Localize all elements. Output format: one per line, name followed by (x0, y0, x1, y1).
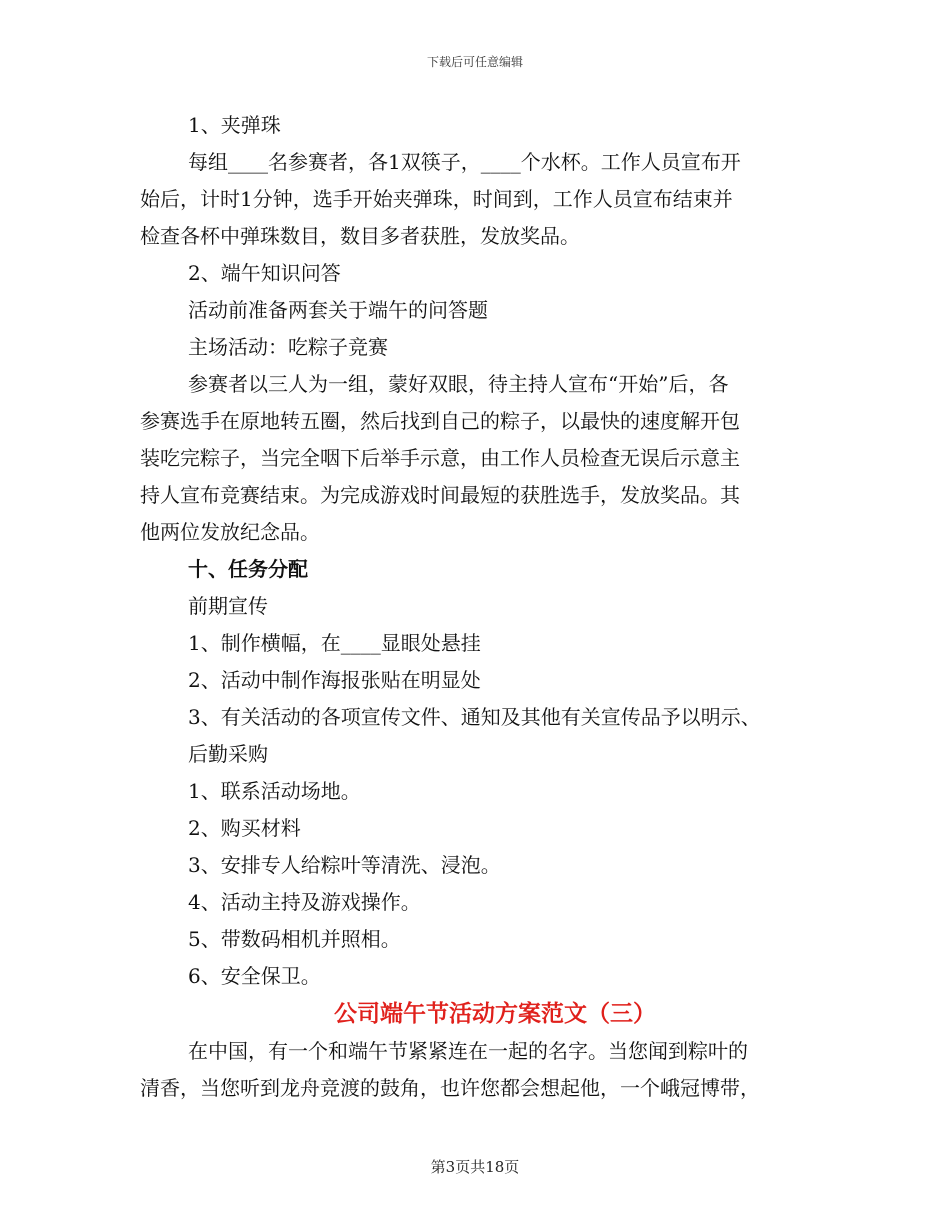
list-item: 2、活动中制作海报张贴在明显处 (188, 668, 481, 692)
subsection-label: 前期宣传 (188, 594, 268, 618)
subsection-label: 后勤采购 (188, 742, 268, 766)
list-item: 3、有关活动的各项宣传文件、通知及其他有关宣传品予以明示、 (188, 705, 761, 729)
paragraph-line: 在中国，有一个和端午节紧紧连在一起的名字。当您闻到粽叶的 (188, 1039, 748, 1063)
page-footer: 第3页共18页 (430, 1158, 520, 1176)
paragraph-line: 清香，当您听到龙舟竞渡的鼓角，也许您都会想起他，一个峨冠博带， (140, 1076, 760, 1100)
paragraph-line: 检查各杯中弹珠数目，数目多者获胜，发放奖品。 (140, 224, 580, 248)
list-item: 4、活动主持及游戏操作。 (188, 890, 421, 914)
paragraph-line: 持人宣布竞赛结束。为完成游戏时间最短的获胜选手，发放奖品。其 (140, 483, 740, 507)
list-item: 1、联系活动场地。 (188, 779, 361, 803)
document-body (140, 107, 810, 1107)
paragraph-line: 活动前准备两套关于端午的问答题 (188, 298, 488, 322)
page-header: 下载后可任意编辑 (426, 55, 523, 69)
list-item: 1、制作横幅，在____显眼处悬挂 (188, 631, 481, 655)
paragraph-line: 主场活动：吃粽子竞赛 (188, 335, 388, 359)
paragraph-line: 参赛者以三人为一组，蒙好双眼，待主持人宣布“开始”后，各 (188, 372, 729, 396)
paragraph-line: 他两位发放纪念品。 (140, 520, 320, 544)
list-item: 2、购买材料 (188, 816, 301, 840)
item-heading: 1、夹弹珠 (188, 113, 281, 137)
paragraph-line: 每组____名参赛者，各1双筷子，____个水杯。工作人员宣布开 (188, 150, 741, 174)
paragraph-line: 参赛选手在原地转五圈，然后找到自己的粽子，以最快的速度解开包 (140, 409, 740, 433)
section-heading: 十、任务分配 (188, 557, 308, 581)
section-title: 公司端午节活动方案范文（三） (334, 1000, 656, 1027)
list-item: 6、安全保卫。 (188, 964, 321, 988)
list-item: 3、安排专人给粽叶等清洗、浸泡。 (188, 853, 501, 877)
paragraph-line: 始后，计时1分钟，选手开始夹弹珠，时间到，工作人员宣布结束并 (140, 187, 733, 211)
list-item: 5、带数码相机并照相。 (188, 927, 401, 951)
item-heading: 2、端午知识问答 (188, 261, 341, 285)
paragraph-line: 装吃完粽子，当完全咽下后举手示意，由工作人员检查无误后示意主 (140, 446, 740, 470)
